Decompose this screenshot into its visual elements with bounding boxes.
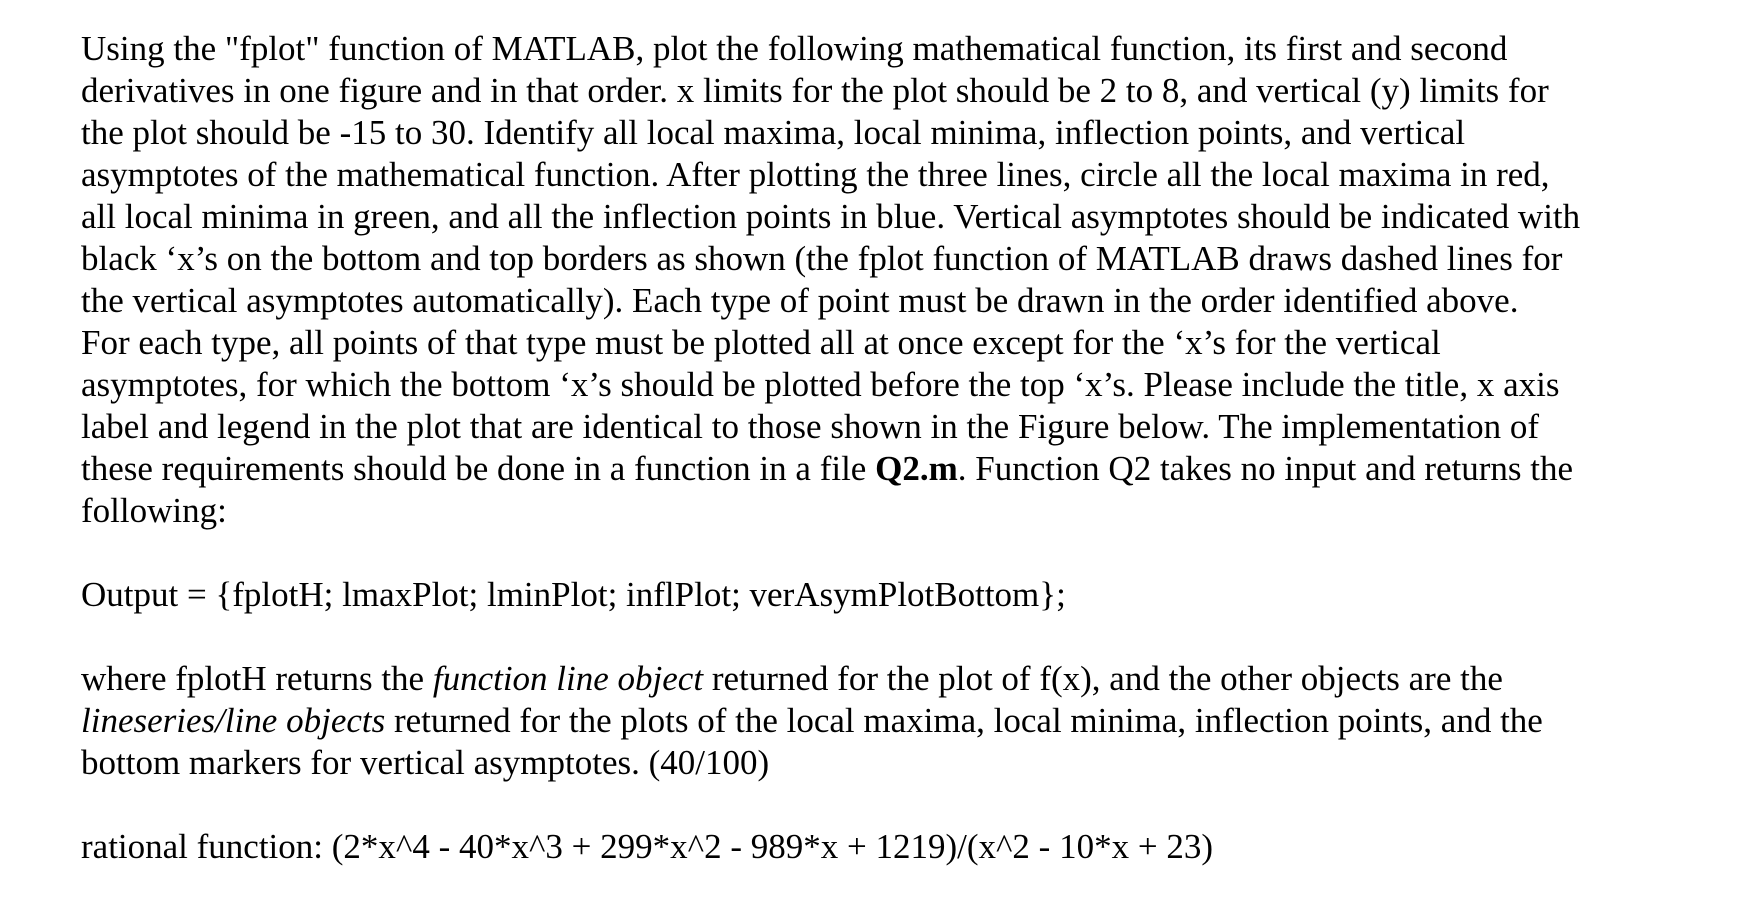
return-line-1-start: where fplotH returns the bbox=[81, 659, 433, 698]
text-line-10: label and legend in the plot that are identical to those shown in the Figure below. The implementation of bbox=[81, 407, 1539, 446]
text-line-7: the vertical asymptotes automatically). Each type of point must be drawn in the order identified above. bbox=[81, 281, 1519, 320]
document-body bbox=[81, 28, 1721, 868]
paragraph-spacer bbox=[81, 532, 1721, 574]
return-line-1-end: returned for the plot of f(x), and the other objects are the bbox=[703, 659, 1503, 698]
rational-function-definition: rational function: (2*x^4 - 40*x^3 + 299*x^2 - 989*x + 1219)/(x^2 - 10*x + 23) bbox=[81, 827, 1213, 866]
text-line-8: For each type, all points of that type must be plotted all at once except for the ‘x’s for the vertical bbox=[81, 323, 1441, 362]
text-line-5: all local minima in green, and all the inflection points in blue. Vertical asymptotes should be indicated with bbox=[81, 197, 1581, 236]
text-line-6: black ‘x’s on the bottom and top borders as shown (the fplot function of MATLAB draws dashed lines for bbox=[81, 239, 1563, 278]
text-line-11 bbox=[81, 448, 1721, 490]
instructions-paragraph bbox=[81, 28, 1721, 532]
return-line-1 bbox=[81, 658, 1721, 700]
return-description-paragraph bbox=[81, 658, 1721, 784]
return-line-2 bbox=[81, 700, 1721, 742]
text-line-11-end: . Function Q2 takes no input and returns the bbox=[957, 449, 1574, 488]
text-line-9: asymptotes, for which the bottom ‘x’s should be plotted before the top ‘x’s. Please include the title, x axis bbox=[81, 365, 1560, 404]
output-definition: Output = {fplotH; lmaxPlot; lminPlot; inflPlot; verAsymPlotBottom}; bbox=[81, 575, 1066, 614]
return-line-2-end: returned for the plots of the local maxima, local minima, inflection points, and the bbox=[385, 701, 1543, 740]
filename-q2m: Q2.m bbox=[875, 449, 958, 488]
text-line-3: the plot should be -15 to 30. Identify all local maxima, local minima, inflection points, and vertical bbox=[81, 113, 1466, 152]
paragraph-spacer bbox=[81, 784, 1721, 826]
function-line-object-term: function line object bbox=[432, 659, 704, 698]
text-line-1: Using the "fplot" function of MATLAB, plot the following mathematical function, its first and second bbox=[81, 29, 1508, 68]
paragraph-spacer bbox=[81, 616, 1721, 658]
text-line-2: derivatives in one figure and in that order. x limits for the plot should be 2 to 8, and vertical (y) limits for bbox=[81, 71, 1549, 110]
text-line-4: asymptotes of the mathematical function. After plotting the three lines, circle all the local maxima in red, bbox=[81, 155, 1550, 194]
return-line-3: bottom markers for vertical asymptotes. (40/100) bbox=[81, 743, 770, 782]
text-line-11-start: these requirements should be done in a function in a file bbox=[81, 449, 876, 488]
lineseries-term: lineseries/line objects bbox=[81, 701, 386, 740]
text-line-12: following: bbox=[81, 491, 227, 530]
